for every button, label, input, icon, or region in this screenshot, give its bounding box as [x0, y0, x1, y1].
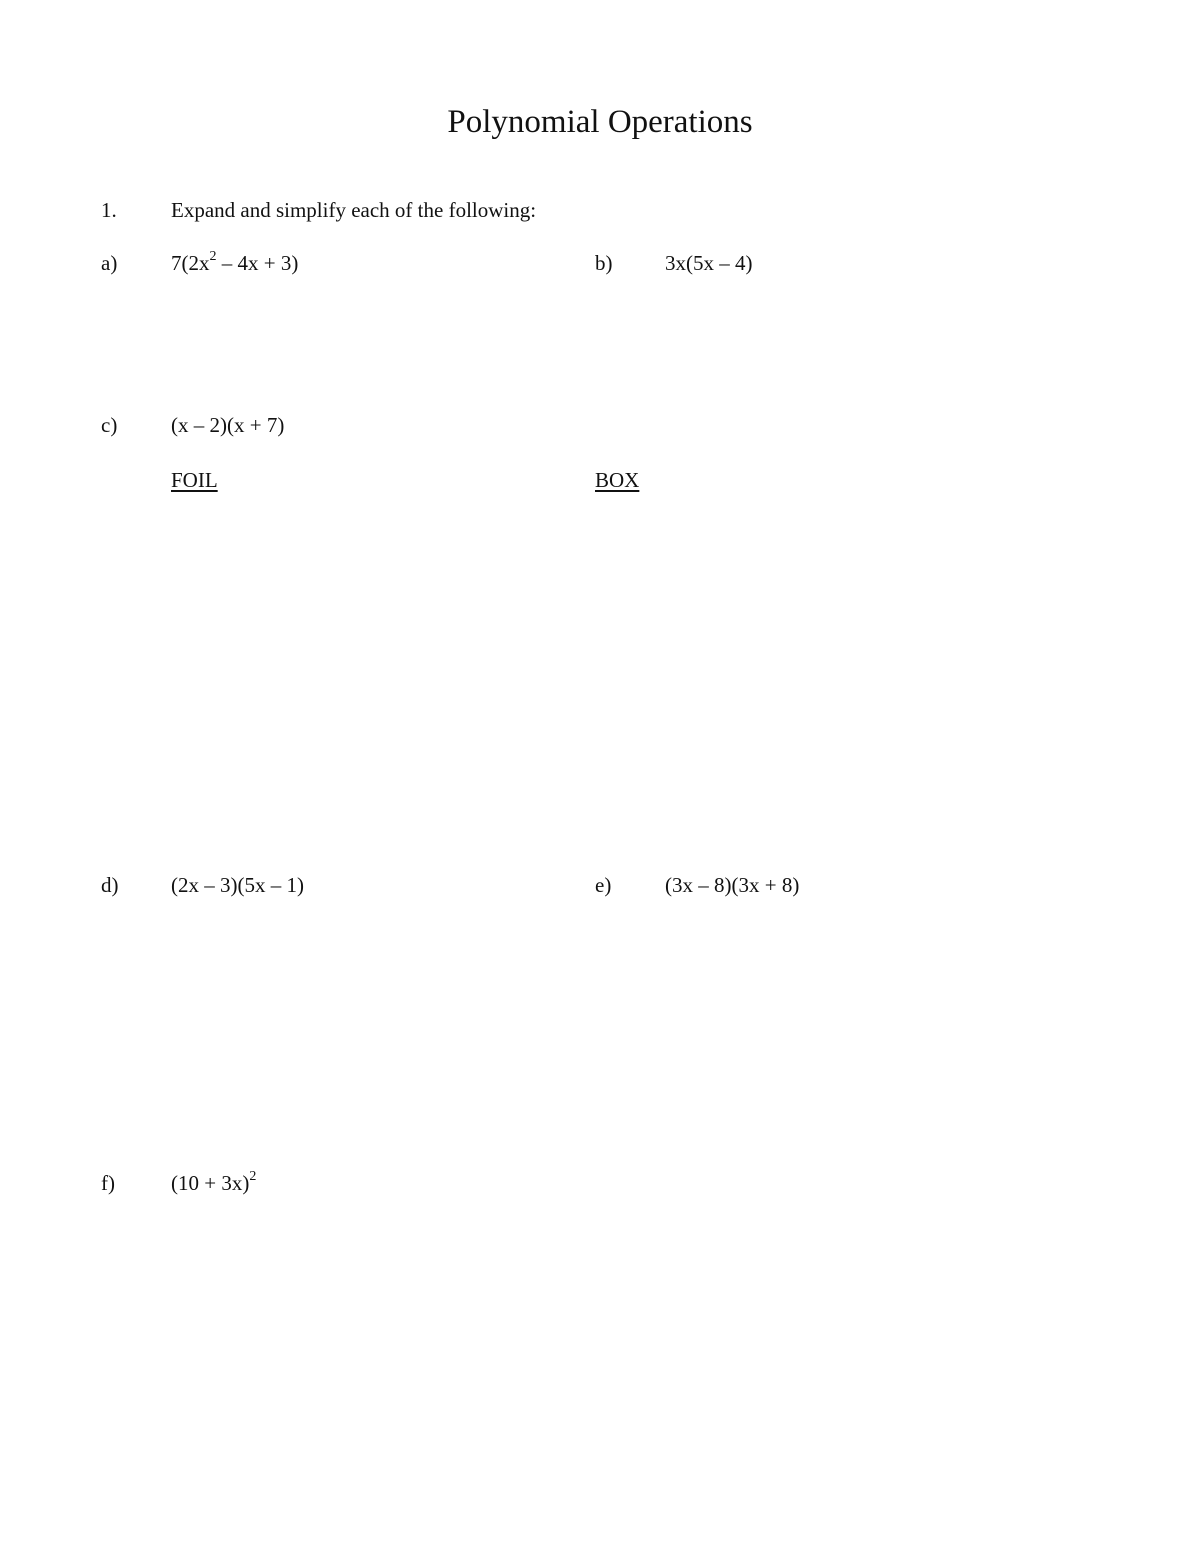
part-a-label: a) [101, 251, 118, 275]
part-b-label: b) [595, 251, 613, 275]
part-f-exponent: 2 [249, 1169, 257, 1184]
method-box-heading: BOX [595, 468, 640, 492]
part-c-expression: (x – 2)(x + 7) [171, 413, 285, 437]
part-e-expression: (3x – 8)(3x + 8) [665, 873, 800, 897]
part-f-expression [171, 1169, 256, 1197]
part-f-label: f) [101, 1171, 115, 1195]
part-b-expression: 3x(5x – 4) [665, 251, 753, 275]
part-a-exponent: 2 [209, 249, 217, 264]
part-a-base: 7(2x [171, 251, 210, 275]
part-c-label: c) [101, 413, 118, 437]
question-number: 1. [101, 198, 117, 222]
part-d-expression: (2x – 3)(5x – 1) [171, 873, 304, 897]
part-d-label: d) [101, 873, 119, 897]
part-a-expression [171, 249, 298, 277]
method-foil-heading: FOIL [171, 468, 218, 492]
part-f-base: (10 + 3x) [171, 1171, 250, 1195]
part-e-label: e) [595, 873, 612, 897]
question-instruction: Expand and simplify each of the following: [171, 198, 537, 222]
page-title: Polynomial Operations [447, 104, 753, 140]
part-a-rest: – 4x + 3) [216, 251, 299, 275]
